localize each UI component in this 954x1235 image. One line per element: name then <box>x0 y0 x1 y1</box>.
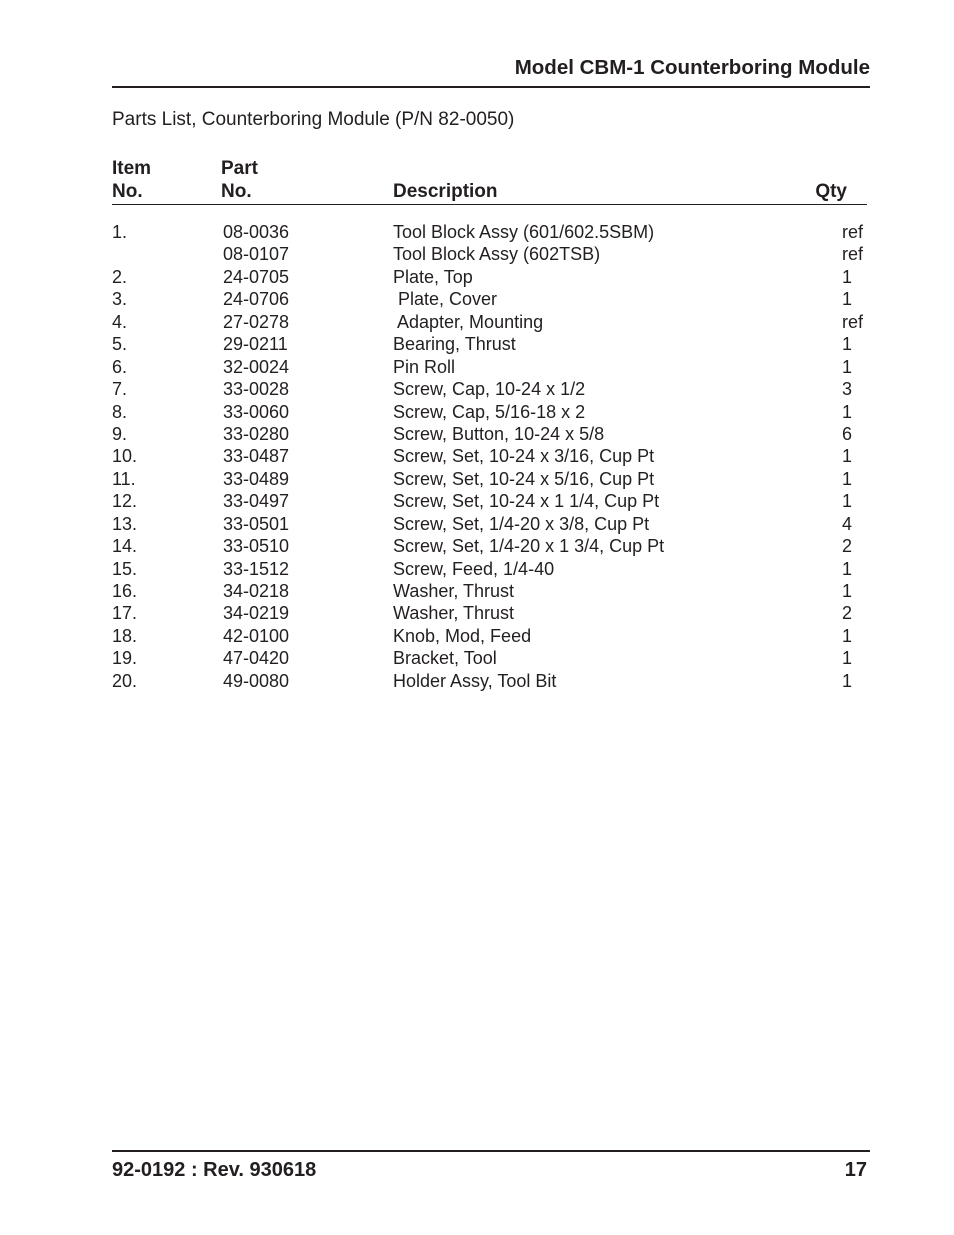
parts-table-body <box>112 221 867 692</box>
part-number: 47-0420 <box>223 648 290 669</box>
part-description: Screw, Button, 10-24 x 5/8 <box>393 423 605 444</box>
table-row <box>112 401 867 423</box>
part-description: Plate, Top <box>393 266 473 287</box>
table-row <box>112 445 867 467</box>
part-number: 33-0510 <box>223 536 290 557</box>
header-item-line2: No. <box>112 181 143 202</box>
part-number: 27-0278 <box>223 311 290 332</box>
part-number: 33-0060 <box>223 401 290 422</box>
part-qty: 1 <box>842 266 853 287</box>
part-qty: 1 <box>842 446 853 467</box>
part-description: Holder Assy, Tool Bit <box>393 670 557 691</box>
part-qty: 1 <box>842 491 853 512</box>
part-qty: ref <box>842 222 864 242</box>
part-description: Screw, Set, 1/4-20 x 3/8, Cup Pt <box>393 513 650 534</box>
item-number: 17. <box>112 603 138 624</box>
table-row <box>112 333 867 355</box>
document-revision: 92-0192 : Rev. 930618 <box>112 1159 317 1181</box>
table-row <box>112 490 867 512</box>
table-row <box>112 602 867 624</box>
part-number: 33-0487 <box>223 446 290 467</box>
part-number: 33-0280 <box>223 423 290 444</box>
table-row <box>112 221 867 243</box>
item-number: 2. <box>112 266 128 287</box>
item-number: 8. <box>112 401 128 422</box>
header-qty: Qty <box>815 181 847 202</box>
part-qty: 1 <box>842 468 853 489</box>
part-qty: 1 <box>842 356 853 377</box>
part-number: 32-0024 <box>223 356 290 377</box>
header-part-line2: No. <box>221 181 252 202</box>
page-title: Model CBM-1 Counterboring Module <box>514 56 870 79</box>
table-row <box>112 378 867 400</box>
part-number: 42-0100 <box>223 625 290 646</box>
part-number: 29-0211 <box>223 334 288 355</box>
table-row <box>112 288 867 310</box>
table-row <box>112 311 867 333</box>
header-item-line1: Item <box>112 158 152 179</box>
part-description: Screw, Set, 10-24 x 3/16, Cup Pt <box>393 446 655 467</box>
part-description: Screw, Set, 1/4-20 x 1 3/4, Cup Pt <box>393 536 665 557</box>
part-qty: 1 <box>842 334 853 355</box>
table-row <box>112 535 867 557</box>
part-description: Screw, Cap, 10-24 x 1/2 <box>393 379 586 400</box>
part-qty: 1 <box>842 670 853 691</box>
table-row <box>112 580 867 602</box>
part-description: Screw, Feed, 1/4-40 <box>393 558 555 579</box>
part-qty: 1 <box>842 581 853 601</box>
part-qty: 1 <box>842 289 853 310</box>
part-number: 08-0036 <box>223 222 290 242</box>
table-row <box>112 670 867 692</box>
item-number: 10. <box>112 446 138 467</box>
table-row <box>112 558 867 580</box>
part-qty: 2 <box>842 536 853 557</box>
part-description: Washer, Thrust <box>393 581 515 601</box>
item-number: 1. <box>112 222 128 242</box>
header-description: Description <box>393 181 498 202</box>
item-number: 18. <box>112 625 138 646</box>
item-number: 11. <box>112 468 136 489</box>
item-number: 9. <box>112 423 128 444</box>
item-number: 15. <box>112 558 138 579</box>
part-number: 34-0218 <box>223 581 290 601</box>
part-qty: 1 <box>842 401 853 422</box>
part-number: 34-0219 <box>223 603 290 624</box>
table-row <box>112 513 867 535</box>
part-number: 33-1512 <box>223 558 290 579</box>
part-description: Bracket, Tool <box>393 648 497 669</box>
table-row <box>112 266 867 288</box>
part-description: Pin Roll <box>393 356 456 377</box>
parts-list-caption: Parts List, Counterboring Module (P/N 82-0050) <box>112 109 515 130</box>
table-row <box>112 423 867 445</box>
part-qty: 4 <box>842 513 853 534</box>
part-qty: 1 <box>842 558 853 579</box>
item-number: 14. <box>112 536 138 557</box>
page-header <box>112 56 870 88</box>
part-description: Knob, Mod, Feed <box>393 625 532 646</box>
item-number: 4. <box>112 311 128 332</box>
item-number: 13. <box>112 513 138 534</box>
part-qty: ref <box>842 244 864 265</box>
part-description: Tool Block Assy (601/602.5SBM) <box>393 222 655 242</box>
part-description: Adapter, Mounting <box>393 311 544 332</box>
page-footer <box>112 1150 870 1192</box>
part-number: 49-0080 <box>223 670 290 691</box>
part-qty: 1 <box>842 625 853 646</box>
part-qty: 2 <box>842 603 853 624</box>
header-part-line1: Part <box>221 158 258 179</box>
table-row <box>112 647 867 669</box>
part-number: 24-0705 <box>223 266 290 287</box>
part-number: 33-0497 <box>223 491 290 512</box>
part-description: Bearing, Thrust <box>393 334 516 355</box>
part-qty: 1 <box>842 648 853 669</box>
table-row <box>112 625 867 647</box>
parts-table-header <box>112 156 867 205</box>
part-number: 33-0501 <box>223 513 290 534</box>
part-number: 08-0107 <box>223 244 290 265</box>
page-number: 17 <box>844 1159 867 1181</box>
part-number: 33-0028 <box>223 379 290 400</box>
part-qty: 6 <box>842 423 853 444</box>
part-description: Screw, Cap, 5/16-18 x 2 <box>393 401 586 422</box>
part-description: Washer, Thrust <box>393 603 515 624</box>
table-row <box>112 243 867 265</box>
part-description: Screw, Set, 10-24 x 5/16, Cup Pt <box>393 468 655 489</box>
item-number: 5. <box>112 334 128 355</box>
part-qty: ref <box>842 311 864 332</box>
item-number: 6. <box>112 356 128 377</box>
item-number: 20. <box>112 670 138 691</box>
part-number: 33-0489 <box>223 468 290 489</box>
table-row <box>112 356 867 378</box>
item-number: 3. <box>112 289 128 310</box>
part-description: Plate, Cover <box>393 289 498 310</box>
item-number: 7. <box>112 379 128 400</box>
item-number: 12. <box>112 491 138 512</box>
part-description: Tool Block Assy (602TSB) <box>393 244 601 265</box>
item-number: 19. <box>112 648 138 669</box>
part-description: Screw, Set, 10-24 x 1 1/4, Cup Pt <box>393 491 660 512</box>
item-number: 16. <box>112 581 138 601</box>
part-qty: 3 <box>842 379 853 400</box>
part-number: 24-0706 <box>223 289 290 310</box>
table-row <box>112 468 867 490</box>
